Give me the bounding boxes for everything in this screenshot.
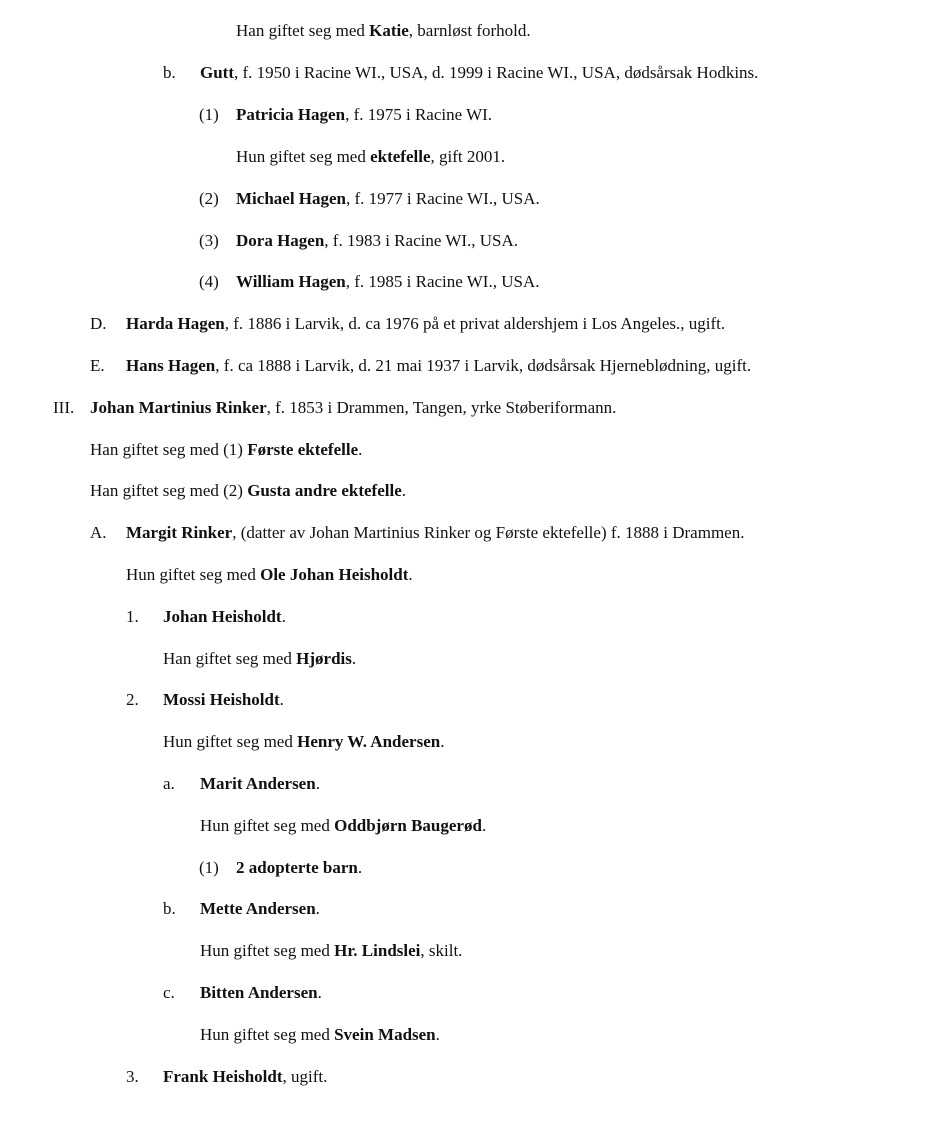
person-name: Frank Heisholdt [163,1067,283,1086]
person-name: William Hagen [236,272,346,291]
person-name: Marit Andersen [200,774,316,793]
person-name: Dora Hagen [236,231,325,250]
entry-number-label: 3. [126,1067,139,1086]
person-name: Mossi Heisholdt [163,690,280,709]
entry-number-label: (4) [199,272,219,291]
person-entry [126,356,751,376]
person-name: Patricia Hagen [236,105,346,124]
entry-text: . [281,607,286,626]
person-entry [126,314,725,334]
entry-number-label: (3) [199,231,219,250]
entry-text: , f. 1853 i Drammen, Tangen, yrke Støberiformann. [266,398,617,417]
person-name: ektefelle [370,147,431,166]
marriage-note [126,565,413,585]
person-name: Hjørdis [296,649,352,668]
person-name: 2 adopterte barn [236,858,358,877]
entry-text: , f. 1950 i Racine WI., USA, d. 1999 i Racine WI., USA, dødsårsak Hodkins. [234,63,759,82]
entry-text: Hun giftet seg med [236,147,371,166]
marriage-note [90,440,362,460]
entry-text: , f. 1886 i Larvik, d. ca 1976 på et privat aldershjem i Los Angeles., ugift. [224,314,726,333]
entry-text: . [315,899,320,918]
entry-number-label: (1) [199,105,219,124]
entry-number-label: III. [53,398,75,417]
person-name: Mette Andersen [200,899,316,918]
person-name: Ole Johan Heisholdt [260,565,409,584]
entry-text: Han giftet seg med (1) [90,440,248,459]
marriage-note [200,816,486,836]
person-entry [200,899,320,919]
entry-text: . [401,481,407,500]
person-entry [163,1067,327,1087]
entry-text: , f. 1983 i Racine WI., USA. [324,231,519,250]
entry-text: . [315,774,320,793]
person-entry [200,63,758,83]
entry-number-label: E. [90,356,105,375]
person-name: Margit Rinker [126,523,233,542]
person-entry [236,105,492,125]
entry-text: . [481,816,487,835]
entry-text: Hun giftet seg med [163,732,298,751]
entry-text: , ugift. [282,1067,328,1086]
person-name: Gutt [200,63,234,82]
entry-text: Han giftet seg med [236,21,370,40]
person-name: Henry W. Andersen [297,732,441,751]
person-name: Første ektefelle [247,440,359,459]
entry-text: Han giftet seg med [163,649,297,668]
entry-text: , skilt. [420,941,463,960]
person-name: Hr. Lindslei [334,941,421,960]
entry-text: , f. ca 1888 i Larvik, d. 21 mai 1937 i Larvik, dødsårsak Hjerneblødning, ugift. [215,356,752,375]
entry-text: Hun giftet seg med [200,816,335,835]
person-entry [236,189,540,209]
entry-text: . [408,565,413,584]
entry-text: . [279,690,284,709]
person-name: Katie [369,21,409,40]
person-name: Harda Hagen [126,314,225,333]
marriage-note [236,147,505,167]
person-entry [126,523,744,543]
person-entry [200,774,320,794]
entry-number-label: 1. [126,607,139,626]
person-name: Johan Martinius Rinker [90,398,267,417]
entry-text: Han giftet seg med (2) [90,481,248,500]
marriage-note [200,941,462,961]
person-entry [163,690,284,710]
entry-text: . [317,983,322,1002]
person-entry [200,983,322,1003]
entry-text: , (datter av Johan Martinius Rinker og Første ektefelle) f. 1888 i Drammen. [232,523,745,542]
person-name: Oddbjørn Baugerød [334,816,482,835]
marriage-note [200,1025,440,1045]
entry-text: , barnløst forhold. [408,21,531,40]
entry-number-label: (2) [199,189,219,208]
person-entry [236,272,539,292]
entry-text: , f. 1985 i Racine WI., USA. [345,272,540,291]
marriage-note [163,732,444,752]
entry-text: . [435,1025,440,1044]
person-name: Gusta andre ektefelle [247,481,402,500]
person-name: Svein Madsen [334,1025,436,1044]
entry-text: , f. 1975 i Racine WI. [345,105,493,124]
person-entry [236,231,518,251]
entry-text: . [351,649,357,668]
person-name: Johan Heisholdt [163,607,282,626]
entry-text: Hun giftet seg med [200,1025,335,1044]
entry-text: Hun giftet seg med [126,565,261,584]
entry-text: , gift 2001. [430,147,506,166]
person-entry [163,607,286,627]
entry-text: . [440,732,445,751]
entry-text: Hun giftet seg med [200,941,335,960]
entry-number-label: c. [163,983,175,1002]
person-name: Michael Hagen [236,189,347,208]
entry-number-label: A. [90,523,107,542]
person-entry [90,398,616,418]
entry-number-label: (1) [199,858,219,877]
person-name: Bitten Andersen [200,983,318,1002]
entry-text: . [358,440,363,459]
entry-text: . [357,858,363,877]
entry-number-label: a. [163,774,175,793]
marriage-note [90,481,406,501]
person-name: Hans Hagen [126,356,216,375]
marriage-note [236,21,531,41]
entry-number-label: 2. [126,690,139,709]
entry-text: , f. 1977 i Racine WI., USA. [346,189,540,208]
entry-number-label: b. [163,63,176,82]
entry-number-label: D. [90,314,107,333]
entry-number-label: b. [163,899,176,918]
marriage-note [163,649,356,669]
person-entry [236,858,362,878]
